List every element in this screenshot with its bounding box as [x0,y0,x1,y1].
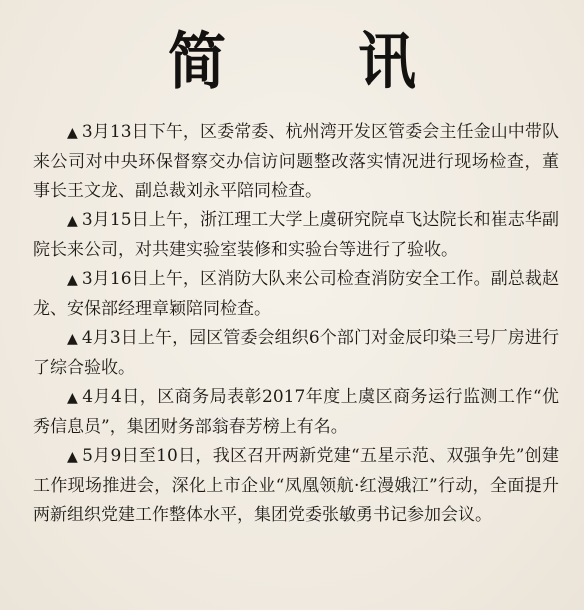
news-list [33,118,559,530]
news-item [33,265,559,324]
triangle-bullet-icon: ▲ [67,449,79,465]
news-item-text: 3月13日下午，区委常委、杭州湾开发区管委会主任金山中带队来公司对中央环保督察交办信访问题整改落实情况进行现场检查，董事长王文龙、副总裁刘永平陪同检查。 [33,122,559,201]
triangle-bullet-icon: ▲ [67,272,78,288]
triangle-bullet-icon: ▲ [67,213,78,229]
page-title [0,16,584,96]
title-char-1: 简 [167,25,226,98]
news-item-text: 3月15日上午，浙江理工大学上虞研究院卓飞达院长和崔志华副院长来公司，对共建实验室装修和实验台等进行了验收。 [33,210,559,260]
news-item-text: 3月16日上午，区消防大队来公司检查消防安全工作。副总裁赵龙、安保部经理章颖陪同检查。 [33,269,559,319]
news-item [33,383,559,442]
news-item-text: 5月9日至10日，我区召开两新党建“五星示范、双强争先”创建工作现场推进会，深化上市企业“凤凰领航·红漫娥江”行动，全面提升两新组织党建工作整体水平，集团党委张敏勇书记参加会议。 [33,446,559,525]
triangle-bullet-icon: ▲ [67,390,79,406]
title-char-2: 讯 [358,25,417,98]
news-item-text: 4月3日上午，园区管委会组织6个部门对金辰印染三号厂房进行了综合验收。 [33,328,559,378]
news-item [33,206,559,265]
news-item [33,324,559,383]
news-item [33,442,559,530]
news-item-text: 4月4日，区商务局表彰2017年度上虞区商务运行监测工作“优秀信息员”，集团财务部翁春芳榜上有名。 [33,387,559,437]
news-item [33,118,559,206]
triangle-bullet-icon: ▲ [67,125,78,141]
triangle-bullet-icon: ▲ [67,331,78,347]
